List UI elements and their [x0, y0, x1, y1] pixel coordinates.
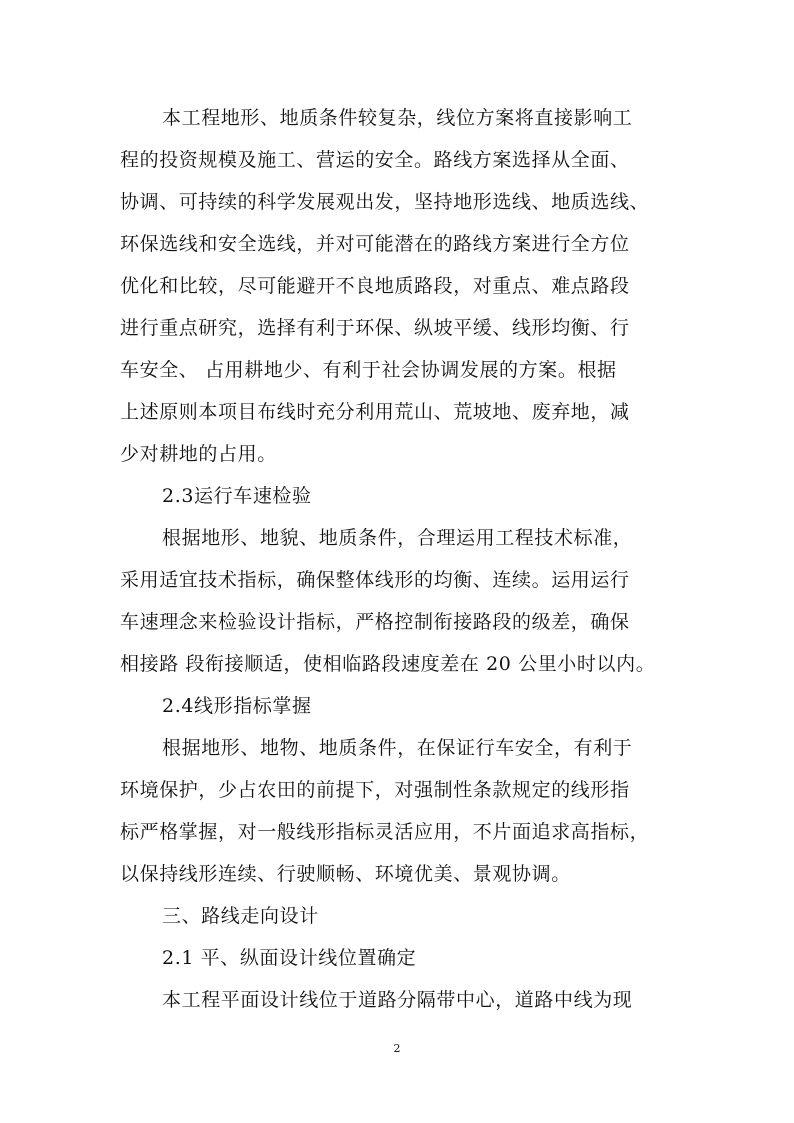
paragraph-line: 车安全、 占用耕地少、有利于社会协调发展的方案。根据 [120, 359, 617, 381]
paragraph-line: 本工程平面设计线位于道路分隔带中心，道路中线为现 [162, 989, 633, 1011]
paragraph-line: 标严格掌握，对一般线形指标灵活应用，不片面追求高指标， [120, 821, 650, 843]
paragraph-line: 根据地形、地貌、地质条件，合理运用工程技术标准， [162, 527, 633, 549]
paragraph-line: 本工程地形、地质条件较复杂，线位方案将直接影响工 [162, 107, 633, 129]
paragraph-line: 以保持线形连续、行驶顺畅、环境优美、景观协调。 [120, 863, 571, 885]
paragraph-line: 优化和比较，尽可能避开不良地质路段，对重点、难点路段 [120, 275, 630, 297]
section-heading: 2.4线形指标掌握 [162, 695, 312, 717]
paragraph-line: 采用适宜技术指标，确保整体线形的均衡、连续。运用运行 [120, 569, 630, 591]
paragraph-line: 程的投资规模及施工、营运的安全。路线方案选择从全面、 [120, 149, 630, 171]
paragraph-line: 少对耕地的占用。 [120, 443, 277, 465]
paragraph-line: 进行重点研究，选择有利于环保、纵坡平缓、线形均衡、行 [120, 317, 630, 339]
paragraph-line: 相接路 段衔接顺适，使相临路段速度差在 20 公里小时以内。 [120, 653, 656, 675]
page-number: 2 [393, 1042, 401, 1055]
paragraph-line: 车速理念来检验设计指标，严格控制衔接路段的级差，确保 [120, 611, 630, 633]
paragraph-line: 环保选线和安全选线，并对可能潜在的路线方案进行全方位 [120, 233, 630, 255]
section-heading: 2.1 平、纵面设计线位置确定 [162, 947, 417, 969]
section-heading: 2.3运行车速检验 [162, 485, 312, 507]
chapter-heading: 三、路线走向设计 [162, 905, 319, 927]
paragraph-line: 环境保护，少占农田的前提下，对强制性条款规定的线形指 [120, 779, 630, 801]
paragraph-line: 上述原则本项目布线时充分利用荒山、荒坡地、废弃地，减 [120, 401, 630, 423]
paragraph-line: 协调、可持续的科学发展观出发，坚持地形选线、地质选线、 [120, 191, 650, 213]
paragraph-line: 根据地形、地物、地质条件，在保证行车安全，有利于 [162, 737, 633, 759]
